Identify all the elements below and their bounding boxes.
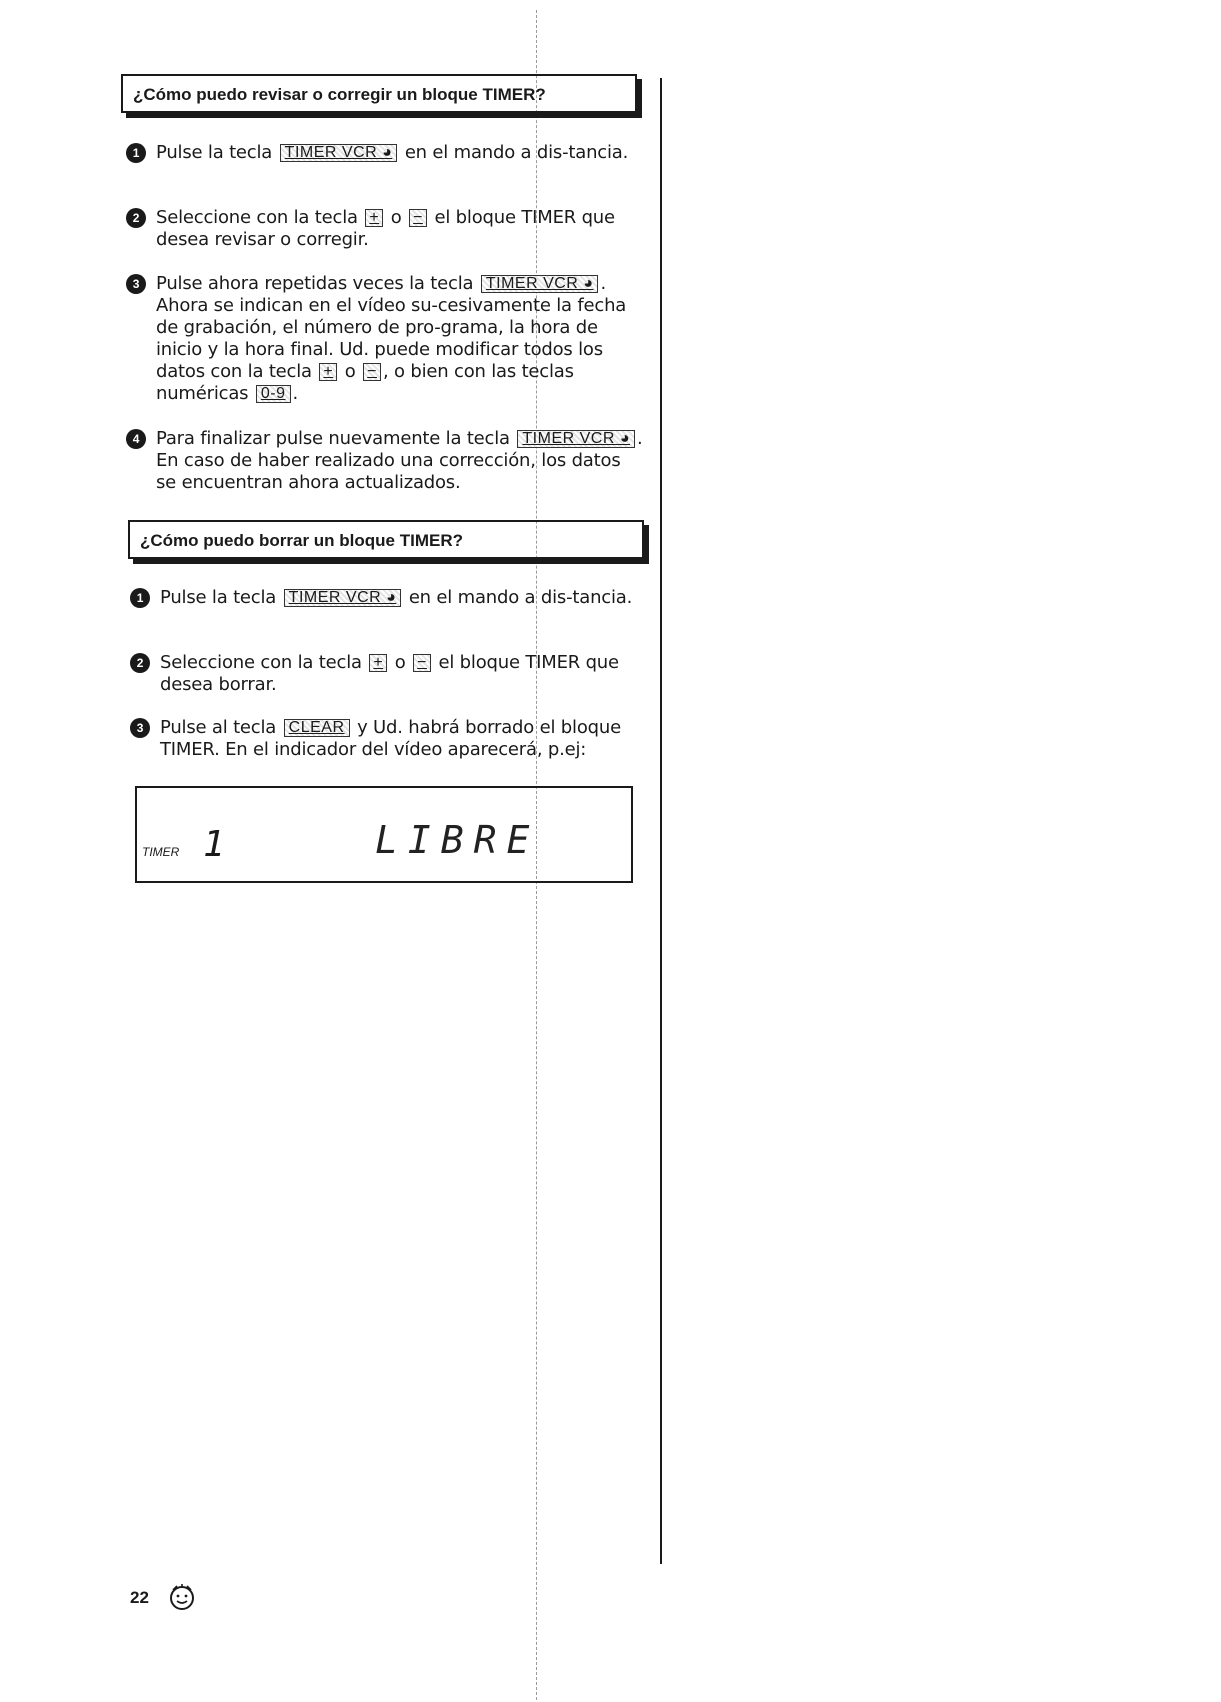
display-lcd-text: LIBRE bbox=[375, 818, 540, 862]
section1-step-2: 2 Seleccione con la tecla + o − el bloque TIMER que desea revisar o corregir. bbox=[156, 207, 646, 251]
vcr-display bbox=[135, 786, 633, 883]
timer-vcr-key: TIMER VCR ◕ bbox=[280, 144, 398, 162]
plus-key: + bbox=[319, 363, 337, 381]
plus-key: + bbox=[369, 654, 387, 672]
step-number-icon: 2 bbox=[130, 653, 150, 673]
plus-key: + bbox=[365, 209, 383, 227]
section2-heading: ¿Cómo puedo borrar un bloque TIMER? bbox=[128, 520, 644, 559]
section2-step-2: 2 Seleccione con la tecla + o − el bloque TIMER que desea borrar. bbox=[160, 652, 650, 696]
minus-key: − bbox=[413, 654, 431, 672]
display-timer-label: TIMER bbox=[142, 845, 180, 859]
section2-step-1: 1 Pulse la tecla TIMER VCR ◕ en el mando a dis-tancia. bbox=[160, 587, 650, 609]
section1-step-3: 3 Pulse ahora repetidas veces la tecla TIMER VCR ◕ . Ahora se indican en el vídeo su-cesivamente la fecha de grabación, el número de pro-grama, la hora de inicio y la hora final. Ud. puede modificar todos los datos con la tecla + o − , o bien con las teclas numéricas 0-9 . bbox=[156, 273, 646, 405]
display-block-number: 1 bbox=[203, 824, 225, 865]
section2-step-3: 3 Pulse al tecla CLEAR y Ud. habrá borrado el bloque TIMER. En el indicador del vídeo aparecerá, p.ej: bbox=[160, 717, 650, 761]
timer-vcr-key: TIMER VCR ◕ bbox=[481, 275, 599, 293]
step-number-icon: 3 bbox=[130, 718, 150, 738]
minus-key: − bbox=[409, 209, 427, 227]
step-number-icon: 2 bbox=[126, 208, 146, 228]
right-column-rule bbox=[660, 78, 662, 1564]
section1-heading: ¿Cómo puedo revisar o corregir un bloque TIMER? bbox=[121, 74, 637, 113]
timer-vcr-key: TIMER VCR ◕ bbox=[517, 430, 635, 448]
clear-key: CLEAR bbox=[284, 719, 350, 737]
step-number-icon: 1 bbox=[130, 588, 150, 608]
step-number-icon: 4 bbox=[126, 429, 146, 449]
step-number-icon: 3 bbox=[126, 274, 146, 294]
page-number: 22 bbox=[130, 1588, 149, 1607]
numeric-key: 0-9 bbox=[256, 385, 291, 403]
timer-vcr-key: TIMER VCR ◕ bbox=[284, 589, 402, 607]
minus-key: − bbox=[363, 363, 381, 381]
smiley-icon bbox=[165, 1580, 199, 1619]
step-number-icon: 1 bbox=[126, 143, 146, 163]
section1-step-4: 4 Para finalizar pulse nuevamente la tecla TIMER VCR ◕ . En caso de haber realizado una corrección, los datos se encuentran ahora actualizados. bbox=[156, 428, 646, 494]
section1-step-1: 1 Pulse la tecla TIMER VCR ◕ en el mando a dis-tancia. bbox=[156, 142, 646, 164]
